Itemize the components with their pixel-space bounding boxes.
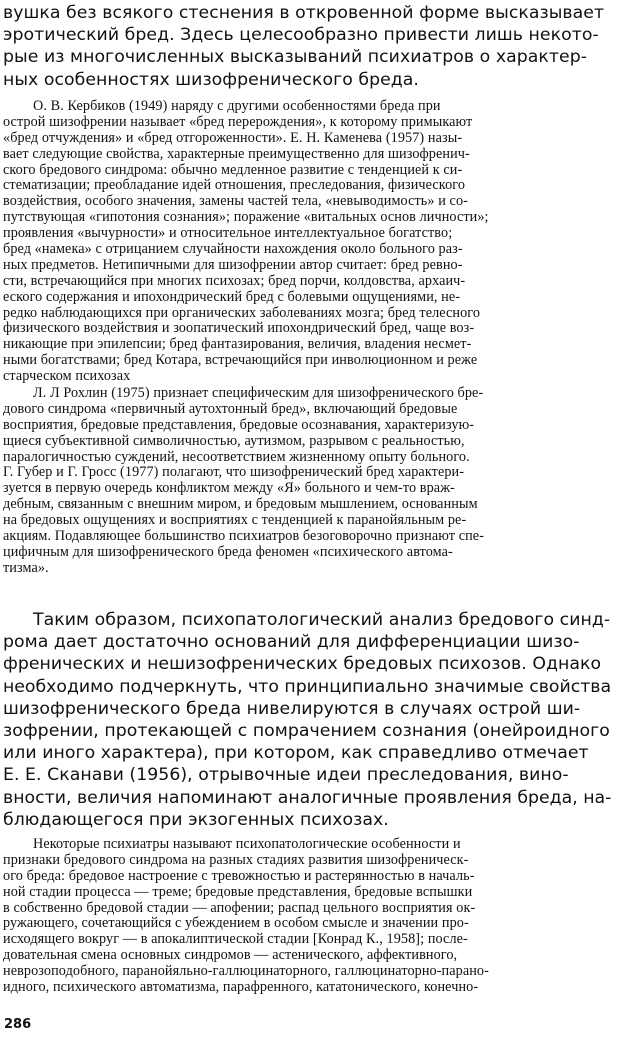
text-line: паралогичностью суждений, несоответствием жизненному опыту больного. bbox=[3, 449, 470, 465]
text-line: цифичным для шизофренического бреда феномен «психического автома- bbox=[3, 544, 453, 560]
paragraph-rokhlin bbox=[0, 386, 620, 577]
text-line: ского бредового синдрома: обычно медленное развитие с тенденцией к си- bbox=[3, 162, 463, 178]
paragraph-intro bbox=[0, 2, 620, 91]
text-line: Г. Губер и Г. Гросс (1977) полагают, что шизофренический бред характери- bbox=[3, 465, 465, 481]
paragraph-conclusion bbox=[0, 609, 620, 831]
text-line: неврозоподобного, паранойяльно-галлюцинаторного, галлюцинаторно-парано- bbox=[3, 964, 489, 980]
text-line: рома дает достаточно оснований для дифференциации шизо- bbox=[3, 632, 580, 653]
text-line: еского содержания и ипохондрический бред с болевыми ощущениями, не- bbox=[3, 289, 461, 305]
text-line: исходящего вокруг — в апокалиптической стадии [Конрад К., 1958]; после- bbox=[3, 932, 468, 948]
text-line: или иного характера), при котором, как справедливо отмечает bbox=[3, 743, 589, 764]
text-line: дового синдрома «первичный аутохтонный бред», включающий бредовые bbox=[3, 401, 458, 417]
text-line: вушка без всякого стеснения в откровенной форме высказывает bbox=[3, 3, 605, 23]
text-line: ных предметов. Нетипичными для шизофрении автор считает: бред ревно- bbox=[3, 257, 463, 273]
text-line: острой шизофрении называет «бред перерождения», к которому примыкают bbox=[3, 114, 473, 130]
page-number: 286 bbox=[4, 1017, 32, 1032]
text-line: стематизации; преобладание идей отношения, преследования, физического bbox=[3, 178, 466, 194]
text-line: ными богатствами; бред Котара, встречающийся при инволюционном и реже bbox=[3, 353, 478, 369]
text-line: бред «намека» с отрицанием случайности нахождения около больного раз- bbox=[3, 242, 463, 258]
text-line: признаки бредового синдрома на разных стадиях развития шизофреническ- bbox=[3, 852, 469, 868]
text-line: Е. Е. Сканави (1956), отрывочные идеи преследования, вино- bbox=[3, 765, 569, 786]
text-line: довательная смена основных синдромов — астенического, аффективного, bbox=[3, 948, 458, 964]
text-line: рые из многочисленных высказываний психиатров о характер- bbox=[3, 47, 588, 68]
text-line: Л. Л Рохлин (1975) признает специфическим для шизофренического бре- bbox=[33, 386, 484, 401]
text-line: Некоторые психиатры называют психопатологические особенности и bbox=[33, 837, 461, 852]
text-line: воздействия, особого значения, замены частей тела, «невыводимость» и со- bbox=[3, 194, 468, 210]
text-line: акциям. Подавляющее большинство психиатров безоговорочно признают спе- bbox=[3, 529, 485, 545]
text-line: физического воздействия и зоопатический ипохондрический бред, чаще воз- bbox=[3, 321, 475, 337]
text-line: в собственно бредовой стадии — апофении; распад цельного восприятия ок- bbox=[3, 900, 476, 916]
text-line: вности, величия напоминают аналогичные проявления бреда, на- bbox=[3, 787, 612, 808]
text-line: вает следующие свойства, характерные преимущественно для шизофренич- bbox=[3, 146, 470, 162]
text-line: О. В. Кербиков (1949) наряду с другими особенностями бреда при bbox=[33, 99, 441, 114]
text-line: ных особенностях шизофренического бреда. bbox=[3, 69, 419, 90]
text-line: ого бреда: бредовое настроение с тревожностью и растерянностью в началь- bbox=[3, 868, 475, 884]
text-line: на бредовых ощущениях и восприятиях с тенденцией к паранойяльным ре- bbox=[3, 513, 467, 529]
text-line: эротический бред. Здесь целесообразно привести лишь некото- bbox=[3, 25, 599, 46]
text-line: Таким образом, психопатологический анализ бредового синд- bbox=[33, 610, 611, 630]
text-line: идного, психического автоматизма, парафренного, кататонического, конечно- bbox=[3, 980, 479, 996]
text-line: ружающего, сочетающийся с убеждением в особом смысле и значении про- bbox=[3, 916, 469, 932]
text-line: никающие при эпилепсии; бред фантазирования, величия, владения несмет- bbox=[3, 337, 472, 353]
text-line: дебным, связанным с внешним миром, и бредовым мышлением, основанным bbox=[3, 497, 478, 513]
text-line: старческом психозах bbox=[3, 369, 131, 385]
paragraph-stages bbox=[0, 837, 620, 996]
text-line: путствующая «гипотония сознания»; поражение «витальных основ личности»; bbox=[3, 210, 489, 226]
text-line: блюдающегося при экзогенных психозах. bbox=[3, 809, 389, 830]
text-line: зофрении, протекающей с помрачением сознания (онейроидного bbox=[3, 720, 610, 741]
text-line: «бред отчуждения» и «бред отгороженности». Е. Н. Каменева (1957) назы- bbox=[3, 130, 463, 146]
paragraph-kerbikov bbox=[0, 99, 620, 385]
text-line: редко наблюдающихся при органических заболеваниях мозга; бред телесного bbox=[3, 305, 481, 321]
text-line: тизма». bbox=[3, 560, 49, 576]
text-line: щиеся субъективной символичностью, аутизмом, разрывом с реальностью, bbox=[3, 433, 465, 449]
text-line: сти, встречающийся при многих психозах; бред порчи, колдовства, архаич- bbox=[3, 273, 466, 289]
text-line: необходимо подчеркнуть, что принципиально значимые свойства bbox=[3, 676, 612, 697]
text-line: зуется в первую очередь конфликтом между «Я» больного и чем-то враж- bbox=[3, 481, 455, 497]
text-line: проявления «вычурности» и относительное интеллектуальное богатство; bbox=[3, 226, 453, 242]
text-line: восприятия, бредовые представления, бредовые осознавания, характеризую- bbox=[3, 417, 475, 433]
text-line: шизофренического бреда нивелируются в случаях острой ши- bbox=[3, 698, 581, 719]
text-line: ной стадии процесса — треме; бредовые представления, бредовые вспышки bbox=[3, 884, 473, 900]
text-line: френических и нешизофренических бредовых психозов. Однако bbox=[3, 654, 602, 675]
